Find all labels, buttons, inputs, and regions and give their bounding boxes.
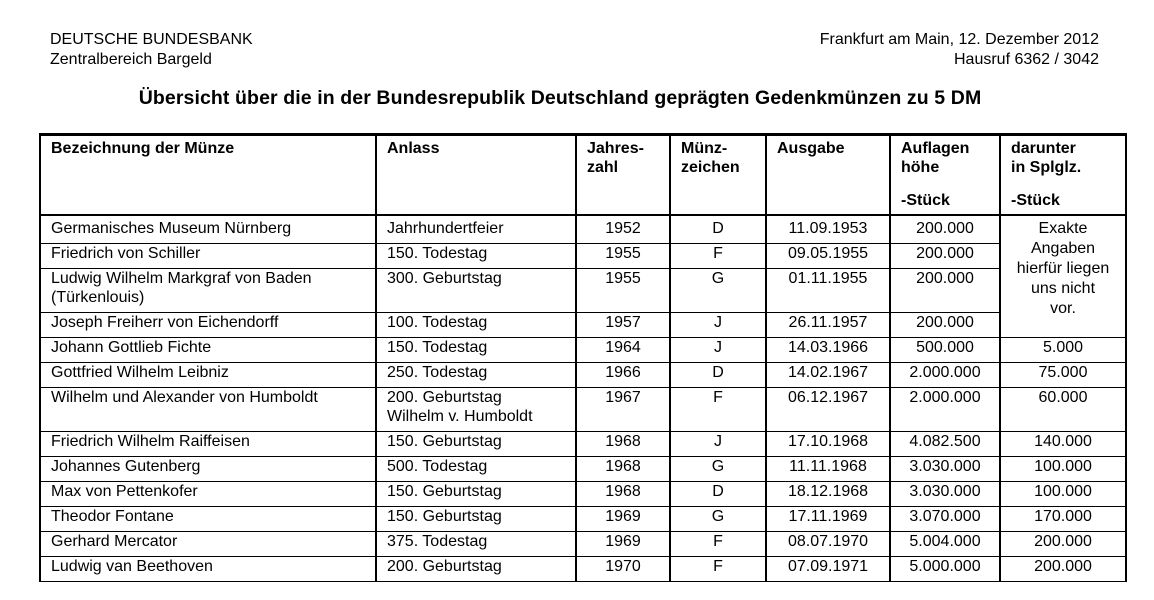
cell-occasion — [376, 215, 576, 244]
cell-proof-text: 100.000 — [1034, 458, 1092, 475]
cell-name-text: Friedrich von Schiller — [51, 245, 201, 262]
cell-proof — [1000, 507, 1126, 532]
cell-occasion — [376, 313, 576, 338]
cell-name — [40, 215, 376, 244]
cell-mint — [670, 388, 766, 432]
cell-mintage — [890, 457, 1000, 482]
cell-year-text: 1969 — [605, 533, 641, 550]
cell-year-text: 1969 — [605, 508, 641, 525]
cell-year — [576, 457, 670, 482]
cell-mint-text: G — [711, 458, 725, 475]
cell-proof-text: 140.000 — [1034, 433, 1092, 450]
cell-mintage-text: 5.000.000 — [909, 558, 981, 575]
cell-proof — [1000, 482, 1126, 507]
cell-mint-text: F — [713, 245, 723, 262]
cell-name — [40, 482, 376, 507]
cell-mintage — [890, 363, 1000, 388]
cell-occasion-text: 150. Todestag — [387, 339, 488, 356]
cell-occasion — [376, 432, 576, 457]
cell-year-text: 1966 — [605, 364, 641, 381]
cell-mint-text: J — [714, 339, 722, 356]
cell-proof-text: 100.000 — [1034, 483, 1092, 500]
table-row — [40, 482, 1126, 507]
cell-occasion-text: 150. Geburtstag — [387, 483, 502, 500]
header-mint-l2: zeichen — [681, 159, 740, 176]
cell-issue-text: 08.07.1970 — [787, 533, 869, 550]
cell-name-text: Max von Pettenkofer — [51, 483, 198, 500]
cell-year-text: 1968 — [605, 458, 641, 475]
cell-proof — [1000, 432, 1126, 457]
cell-mint — [670, 482, 766, 507]
cell-year — [576, 432, 670, 457]
table-row — [40, 215, 1126, 244]
cell-mintage-text: 3.030.000 — [909, 458, 981, 475]
cell-mintage — [890, 215, 1000, 244]
cell-issue-text: 18.12.1968 — [787, 483, 869, 500]
cell-name-text: Gottfried Wilhelm Leibniz — [51, 364, 229, 381]
cell-proof-text: 200.000 — [1034, 558, 1092, 575]
cell-name — [40, 313, 376, 338]
cell-mint — [670, 507, 766, 532]
proof-note-line: Exakte — [1038, 220, 1088, 237]
document-title: Übersicht über die in der Bundesrepublik Deutschland geprägten Gedenkmünzen zu 5 DM — [138, 87, 982, 109]
cell-issue — [766, 457, 890, 482]
org-name: DEUTSCHE BUNDESBANK — [50, 31, 253, 48]
cell-proof — [1000, 557, 1126, 582]
cell-name-text: Ludwig Wilhelm Markgraf von Baden — [51, 270, 312, 287]
cell-name — [40, 363, 376, 388]
cell-issue — [766, 432, 890, 457]
header-occasion — [376, 135, 576, 216]
cell-occasion — [376, 532, 576, 557]
cell-issue-text: 14.03.1966 — [787, 339, 869, 356]
cell-issue-text: 26.11.1957 — [788, 314, 868, 331]
cell-occasion — [376, 363, 576, 388]
cell-mintage-text: 4.082.500 — [909, 433, 981, 450]
cell-occasion-text: Wilhelm v. Humboldt — [387, 408, 533, 425]
cell-mintage — [890, 244, 1000, 269]
cell-year-text: 1970 — [605, 558, 641, 575]
cell-issue-text: 17.11.1969 — [788, 508, 868, 525]
cell-issue — [766, 363, 890, 388]
cell-name-text: Friedrich Wilhelm Raiffeisen — [51, 433, 250, 450]
coin-table-container — [39, 133, 1125, 582]
header-right — [820, 30, 1099, 70]
table-row — [40, 532, 1126, 557]
org-department: Zentralbereich Bargeld — [50, 51, 212, 68]
table-row — [40, 507, 1126, 532]
cell-issue — [766, 532, 890, 557]
cell-name — [40, 338, 376, 363]
cell-mintage-text: 200.000 — [916, 314, 974, 331]
table-row — [40, 457, 1126, 482]
cell-issue — [766, 507, 890, 532]
cell-name — [40, 244, 376, 269]
cell-issue — [766, 557, 890, 582]
header-year — [576, 135, 670, 216]
cell-proof-text: 60.000 — [1038, 389, 1088, 406]
header-proof-l1: darunter — [1011, 140, 1076, 157]
cell-occasion — [376, 269, 576, 313]
cell-proof — [1000, 457, 1126, 482]
cell-mintage — [890, 557, 1000, 582]
cell-occasion — [376, 388, 576, 432]
cell-issue-text: 11.11.1968 — [789, 458, 867, 475]
cell-mint-text: G — [711, 270, 725, 287]
cell-issue — [766, 244, 890, 269]
cell-mint — [670, 215, 766, 244]
cell-issue-text: 11.09.1953 — [788, 220, 868, 237]
cell-name-text: Johannes Gutenberg — [51, 458, 201, 475]
cell-name-text: (Türkenlouis) — [51, 289, 145, 306]
cell-year-text: 1955 — [605, 270, 641, 287]
cell-mint — [670, 244, 766, 269]
cell-mint — [670, 363, 766, 388]
cell-mint-text: D — [712, 220, 724, 237]
phone-extension: Hausruf 6362 / 3042 — [954, 51, 1099, 68]
cell-year-text: 1968 — [605, 433, 641, 450]
cell-issue-text: 17.10.1968 — [787, 433, 869, 450]
cell-year-text: 1967 — [605, 389, 641, 406]
cell-issue-text: 09.05.1955 — [787, 245, 869, 262]
cell-year — [576, 388, 670, 432]
cell-mintage-text: 3.070.000 — [909, 508, 981, 525]
cell-mint — [670, 532, 766, 557]
cell-mint-text: F — [713, 558, 723, 575]
cell-name-text: Theodor Fontane — [51, 508, 174, 525]
cell-occasion-text: 200. Geburtstag — [387, 558, 502, 575]
cell-year — [576, 557, 670, 582]
cell-mintage — [890, 532, 1000, 557]
cell-year — [576, 313, 670, 338]
cell-occasion-text: 200. Geburtstag — [387, 389, 502, 406]
cell-year-text: 1957 — [605, 314, 641, 331]
cell-name-text: Germanisches Museum Nürnberg — [51, 220, 292, 237]
cell-year — [576, 338, 670, 363]
cell-year-text: 1964 — [605, 339, 641, 356]
cell-mintage — [890, 482, 1000, 507]
cell-occasion-text: 150. Geburtstag — [387, 508, 502, 525]
cell-proof — [1000, 532, 1126, 557]
cell-occasion-text: 100. Todestag — [387, 314, 488, 331]
cell-mintage — [890, 388, 1000, 432]
cell-year — [576, 482, 670, 507]
place-date: Frankfurt am Main, 12. Dezember 2012 — [819, 31, 1099, 48]
cell-mintage-text: 2.000.000 — [909, 364, 981, 381]
cell-issue-text: 01.11.1955 — [788, 270, 868, 287]
cell-occasion-text: 150. Todestag — [387, 245, 488, 262]
cell-mintage — [890, 313, 1000, 338]
cell-occasion-text: 375. Todestag — [387, 533, 488, 550]
header-year-l1: Jahres- — [587, 140, 644, 157]
cell-occasion — [376, 338, 576, 363]
header-issue-text: Ausgabe — [777, 140, 845, 157]
cell-name — [40, 269, 376, 313]
cell-issue — [766, 215, 890, 244]
header-mintage-l2: höhe — [901, 159, 940, 176]
cell-mint — [670, 338, 766, 363]
cell-name-text: Joseph Freiherr von Eichendorff — [51, 314, 279, 331]
cell-proof — [1000, 363, 1126, 388]
cell-proof — [1000, 338, 1126, 363]
table-header-row — [40, 135, 1126, 216]
cell-mint-text: F — [713, 389, 723, 406]
cell-mintage-text: 200.000 — [916, 245, 974, 262]
cell-name — [40, 532, 376, 557]
table-row — [40, 313, 1126, 338]
proof-note-line: Angaben — [1030, 240, 1096, 257]
cell-year — [576, 363, 670, 388]
proof-note-line: uns nicht — [1030, 280, 1096, 297]
cell-mintage-text: 500.000 — [916, 339, 974, 356]
cell-year — [576, 507, 670, 532]
cell-mintage-text: 2.000.000 — [909, 389, 981, 406]
cell-issue — [766, 269, 890, 313]
header-name — [40, 135, 376, 216]
cell-mint-text: D — [712, 483, 724, 500]
table-row — [40, 244, 1126, 269]
cell-mint — [670, 457, 766, 482]
cell-name — [40, 507, 376, 532]
header-year-l2: zahl — [587, 159, 619, 176]
header-mintage — [890, 135, 1000, 216]
cell-mint-text: J — [714, 314, 722, 331]
header-issue — [766, 135, 890, 216]
cell-name — [40, 388, 376, 432]
table-row — [40, 363, 1126, 388]
cell-proof-text: 200.000 — [1034, 533, 1092, 550]
cell-occasion-text: 500. Todestag — [387, 458, 488, 475]
header-proof — [1000, 135, 1126, 216]
cell-mintage — [890, 432, 1000, 457]
header-proof-l2: in Splglz. — [1011, 159, 1082, 176]
cell-mint-text: F — [713, 533, 723, 550]
cell-name — [40, 457, 376, 482]
cell-issue — [766, 338, 890, 363]
cell-occasion-text: 250. Todestag — [387, 364, 488, 381]
cell-proof-text: 5.000 — [1042, 339, 1084, 356]
cell-mint-text: D — [712, 364, 724, 381]
header-mintage-l1: Auflagen — [901, 140, 970, 157]
cell-issue — [766, 482, 890, 507]
cell-proof-text: 170.000 — [1034, 508, 1092, 525]
table-row — [40, 269, 1126, 313]
cell-mintage-text: 200.000 — [916, 220, 974, 237]
cell-occasion — [376, 507, 576, 532]
cell-year-text: 1968 — [605, 483, 641, 500]
cell-proof — [1000, 388, 1126, 432]
cell-issue-text: 07.09.1971 — [787, 558, 869, 575]
cell-mint — [670, 269, 766, 313]
header-mint — [670, 135, 766, 216]
cell-mintage — [890, 507, 1000, 532]
cell-proof-text: 75.000 — [1038, 364, 1088, 381]
cell-issue-text: 06.12.1967 — [787, 389, 869, 406]
header-mint-l1: Münz- — [681, 140, 728, 157]
cell-occasion-text: 300. Geburtstag — [387, 270, 502, 287]
cell-mint-text: J — [714, 433, 722, 450]
cell-name-text: Gerhard Mercator — [51, 533, 178, 550]
header-name-text: Bezeichnung der Münze — [51, 140, 235, 157]
cell-mintage — [890, 269, 1000, 313]
proof-note-line: vor. — [1050, 300, 1076, 317]
table-row — [40, 388, 1126, 432]
cell-name-text: Wilhelm und Alexander von Humboldt — [51, 389, 318, 406]
cell-year — [576, 532, 670, 557]
cell-issue-text: 14.02.1967 — [787, 364, 869, 381]
cell-occasion-text: Jahrhundertfeier — [387, 220, 504, 237]
cell-occasion — [376, 557, 576, 582]
cell-name-text: Ludwig van Beethoven — [51, 558, 213, 575]
cell-mintage-text: 5.004.000 — [909, 533, 981, 550]
cell-year — [576, 215, 670, 244]
cell-occasion — [376, 457, 576, 482]
cell-mint-text: G — [711, 508, 725, 525]
cell-mint — [670, 313, 766, 338]
cell-mintage-text: 200.000 — [916, 270, 974, 287]
cell-issue — [766, 388, 890, 432]
table-body — [40, 215, 1126, 582]
table-row — [40, 432, 1126, 457]
table-row — [40, 338, 1126, 363]
cell-year — [576, 269, 670, 313]
cell-mint — [670, 432, 766, 457]
cell-name — [40, 557, 376, 582]
header-proof-unit: -Stück — [1011, 192, 1060, 209]
cell-occasion — [376, 482, 576, 507]
table-row — [40, 557, 1126, 582]
cell-mintage — [890, 338, 1000, 363]
header-left — [50, 30, 253, 70]
cell-year-text: 1955 — [605, 245, 641, 262]
header-mintage-unit: -Stück — [901, 192, 950, 209]
cell-issue — [766, 313, 890, 338]
cell-name — [40, 432, 376, 457]
cell-name-text: Johann Gottlieb Fichte — [51, 339, 212, 356]
cell-mintage-text: 3.030.000 — [909, 483, 981, 500]
cell-occasion — [376, 244, 576, 269]
proof-note-line: hierfür liegen — [1016, 260, 1110, 277]
cell-proof-note — [1000, 215, 1126, 338]
cell-year — [576, 244, 670, 269]
cell-occasion-text: 150. Geburtstag — [387, 433, 502, 450]
coin-table — [39, 133, 1127, 582]
header-occasion-text: Anlass — [387, 140, 440, 157]
cell-year-text: 1952 — [605, 220, 641, 237]
cell-mint — [670, 557, 766, 582]
